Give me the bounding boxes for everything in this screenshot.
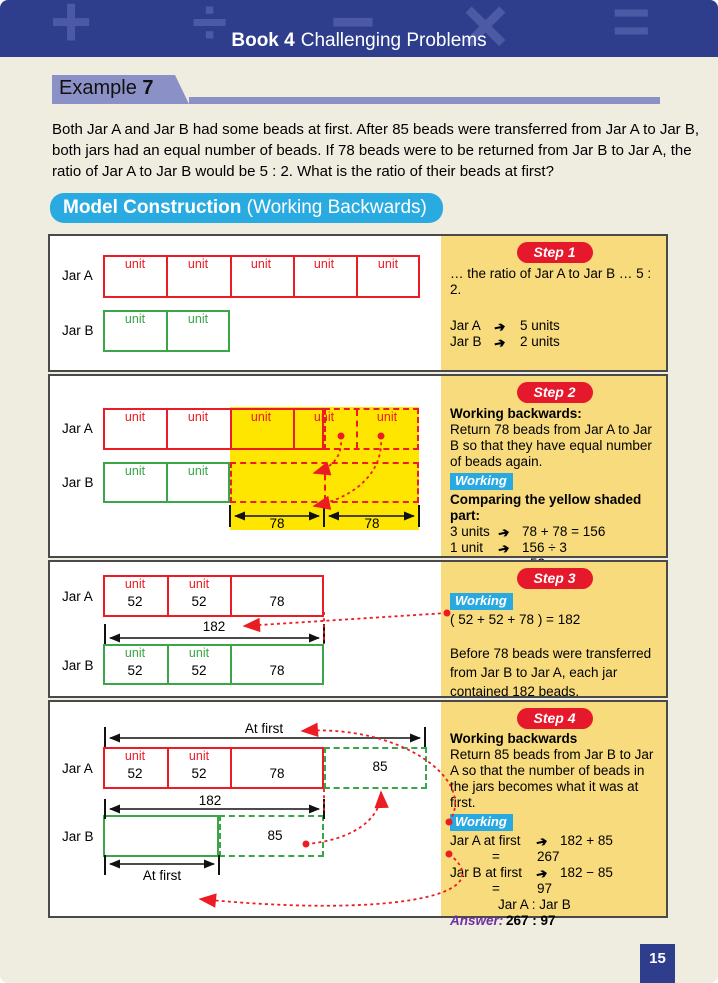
- dim-182: 182: [198, 793, 222, 808]
- unit-label: unit: [250, 257, 272, 271]
- dashed-divider: [356, 410, 358, 448]
- ratio-label: Jar A : Jar B: [498, 897, 571, 912]
- dashed-divider: [324, 464, 326, 501]
- arrow-icon: ➔: [492, 334, 507, 352]
- unit-label: unit: [187, 312, 209, 326]
- problem-text: Both Jar A and Jar B had some beads at first. After 85 beads were transferred from Jar A to Jar B, both jars had an equal number of beads. If 78 beads were to be returned from Jar B to Jar A, the ratio of Jar A to Jar B would be 5 : 2. What is the ratio of their beads at first?: [52, 121, 699, 180]
- step3-body: Before 78 beads were transferred from Jar B to Jar A, each jar contained 182 beads.: [450, 646, 652, 699]
- step2-row2: [450, 540, 659, 556]
- bar-divider: [230, 410, 232, 448]
- example-banner: [52, 75, 660, 104]
- arrow-icon: ➔: [496, 540, 511, 558]
- jar-b-label: Jar B: [450, 334, 482, 349]
- dim-78-right: 78: [364, 516, 380, 531]
- minus-symbol-icon: −: [330, 0, 376, 57]
- step3-explanation: [441, 562, 666, 699]
- divide-symbol-icon: ÷: [192, 0, 228, 57]
- bar-divider: [166, 312, 168, 350]
- value-52: 52: [127, 663, 143, 678]
- unit-label: unit: [188, 749, 210, 763]
- step1-jar-b-row: [450, 334, 659, 350]
- answer-row: [450, 913, 659, 929]
- jar-b-expression: 182 − 85: [560, 865, 613, 880]
- working-line: [450, 592, 659, 610]
- bar-divider: [230, 577, 232, 615]
- value-85: 85: [267, 828, 283, 843]
- bar-divider: [166, 410, 168, 448]
- step1-intro: … the ratio of Jar A to Jar B … 5 : 2.: [450, 266, 652, 297]
- step2-panel: [48, 374, 668, 558]
- jar-a-label: Jar A: [62, 268, 93, 283]
- dim-182: 182: [202, 619, 226, 634]
- jar-a-at-first-label: Jar A at first: [450, 833, 521, 848]
- value-78: 78: [269, 594, 285, 609]
- value-78: 78: [269, 766, 285, 781]
- step4-panel: [48, 700, 668, 928]
- value-52: 52: [127, 594, 143, 609]
- book-title-rest: Challenging Problems: [300, 30, 487, 51]
- step4-heading: Working backwards: [450, 731, 578, 746]
- example-number: 7: [142, 77, 154, 99]
- jar-a-expression: 182 + 85: [560, 833, 613, 848]
- unit-label: unit: [376, 410, 398, 424]
- unit-label: unit: [187, 257, 209, 271]
- unit-label: unit: [124, 464, 146, 478]
- jar-b-at-first-label: Jar B at first: [450, 865, 523, 880]
- bar-divider: [166, 257, 168, 296]
- arrow-icon: ➔: [492, 318, 507, 336]
- step2-row1: [450, 524, 659, 540]
- bar-divider: [293, 257, 295, 296]
- jar-b-bar: [103, 815, 219, 857]
- jar-a-label: Jar A: [62, 421, 93, 436]
- step4-body: Return 85 beads from Jar B to Jar A so that the number of beads in the jars becomes what it was at first.: [450, 747, 654, 810]
- unit-label: unit: [124, 577, 146, 591]
- step4-explanation: [441, 702, 666, 928]
- unit-label: unit: [187, 464, 209, 478]
- value-78: 78: [269, 663, 285, 678]
- bar-divider: [230, 749, 232, 787]
- plus-symbol-icon: +: [50, 0, 93, 57]
- step4-jar-b-result-row: [450, 881, 659, 897]
- unit-label: unit: [187, 410, 209, 424]
- working-badge: Working: [450, 814, 513, 831]
- jar-a-label: Jar A: [62, 761, 93, 776]
- jar-b-units: 2 units: [520, 334, 560, 349]
- page-header: [0, 0, 718, 57]
- jar-b-result: 97: [537, 881, 553, 896]
- at-first-top-label: At first: [244, 721, 284, 736]
- jar-a-label: Jar A: [450, 318, 481, 333]
- unit-label: unit: [188, 577, 210, 591]
- dim-78-left: 78: [269, 516, 285, 531]
- value-52: 52: [191, 766, 207, 781]
- arrow-icon: ➔: [496, 524, 511, 542]
- unit-label: unit: [313, 257, 335, 271]
- page-number: 15: [640, 944, 675, 983]
- value-85: 85: [372, 759, 388, 774]
- working-badge: Working: [450, 593, 513, 610]
- bar-divider: [230, 646, 232, 683]
- book-title: [0, 30, 718, 52]
- model-banner-rest: (Working Backwards): [246, 197, 427, 218]
- answer-value: 267 : 97: [506, 913, 556, 928]
- jar-a-units: 5 units: [520, 318, 560, 333]
- value-52: 52: [127, 766, 143, 781]
- bar-divider: [166, 464, 168, 501]
- value-52: 52: [191, 594, 207, 609]
- unit-label: unit: [124, 749, 146, 763]
- step1-badge: Step 1: [517, 242, 593, 263]
- step3-panel: [48, 560, 668, 698]
- equals-symbol-icon: =: [612, 0, 651, 57]
- model-banner-bold: Model Construction: [63, 197, 242, 218]
- row1-label: 3 units: [450, 524, 490, 539]
- bar-divider: [167, 749, 169, 787]
- equals-sign: =: [492, 881, 500, 896]
- bar-divider: [356, 257, 358, 296]
- step2-badge: Step 2: [517, 382, 593, 403]
- answer-label: Answer:: [450, 913, 504, 928]
- example-word: Example: [59, 77, 137, 99]
- working-badge: Working: [450, 473, 513, 490]
- step4-jar-a-row: [450, 833, 659, 849]
- row2-value: 156 ÷ 3: [522, 540, 567, 555]
- book-title-bold: Book 4: [231, 30, 295, 51]
- model-construction-banner: [50, 193, 443, 223]
- unit-label: unit: [377, 257, 399, 271]
- bar-divider: [293, 410, 295, 448]
- example-title: [59, 77, 154, 100]
- bar-divider: [167, 646, 169, 683]
- step1-jar-a-row: [450, 318, 659, 334]
- step2-heading: Working backwards:: [450, 406, 582, 421]
- unit-label: unit: [124, 646, 146, 660]
- step2-explanation: [441, 376, 666, 556]
- times-symbol-icon: ×: [462, 0, 509, 57]
- step4-badge: Step 4: [517, 708, 593, 729]
- unit-label: unit: [124, 312, 146, 326]
- bar-divider: [230, 257, 232, 296]
- jar-b-label: Jar B: [62, 658, 94, 673]
- step2-body: Return 78 beads from Jar A to Jar B so that they have equal number of beads again.: [450, 422, 652, 469]
- step3-equation: ( 52 + 52 + 78 ) = 182: [450, 612, 581, 627]
- at-first-bottom-label: At first: [142, 868, 182, 883]
- jar-a-result: 267: [537, 849, 560, 864]
- arrow-icon: ➔: [534, 865, 549, 883]
- example-banner-bar: [189, 97, 660, 104]
- unit-label: unit: [124, 410, 146, 424]
- row1-value: 78 + 78 = 156: [522, 524, 606, 539]
- step3-badge: Step 3: [517, 568, 593, 589]
- bar-divider: [167, 577, 169, 615]
- working-line: [450, 813, 659, 831]
- step1-explanation: [441, 236, 666, 370]
- jar-b-label: Jar B: [62, 475, 94, 490]
- unit-label: unit: [313, 410, 335, 424]
- step2-compare-heading: Comparing the yellow shaded part:: [450, 492, 642, 523]
- value-52: 52: [191, 663, 207, 678]
- equals-sign: =: [492, 849, 500, 864]
- unit-label: unit: [188, 646, 210, 660]
- unit-label: unit: [250, 410, 272, 424]
- jar-b-label: Jar B: [62, 323, 94, 338]
- row2-label: 1 unit: [450, 540, 484, 555]
- jar-b-label: Jar B: [62, 829, 94, 844]
- unit-label: unit: [124, 257, 146, 271]
- arrow-icon: ➔: [534, 833, 549, 851]
- working-line: [450, 472, 659, 490]
- step1-panel: [48, 234, 668, 372]
- jar-a-label: Jar A: [62, 589, 93, 604]
- step4-jar-b-row: [450, 865, 659, 881]
